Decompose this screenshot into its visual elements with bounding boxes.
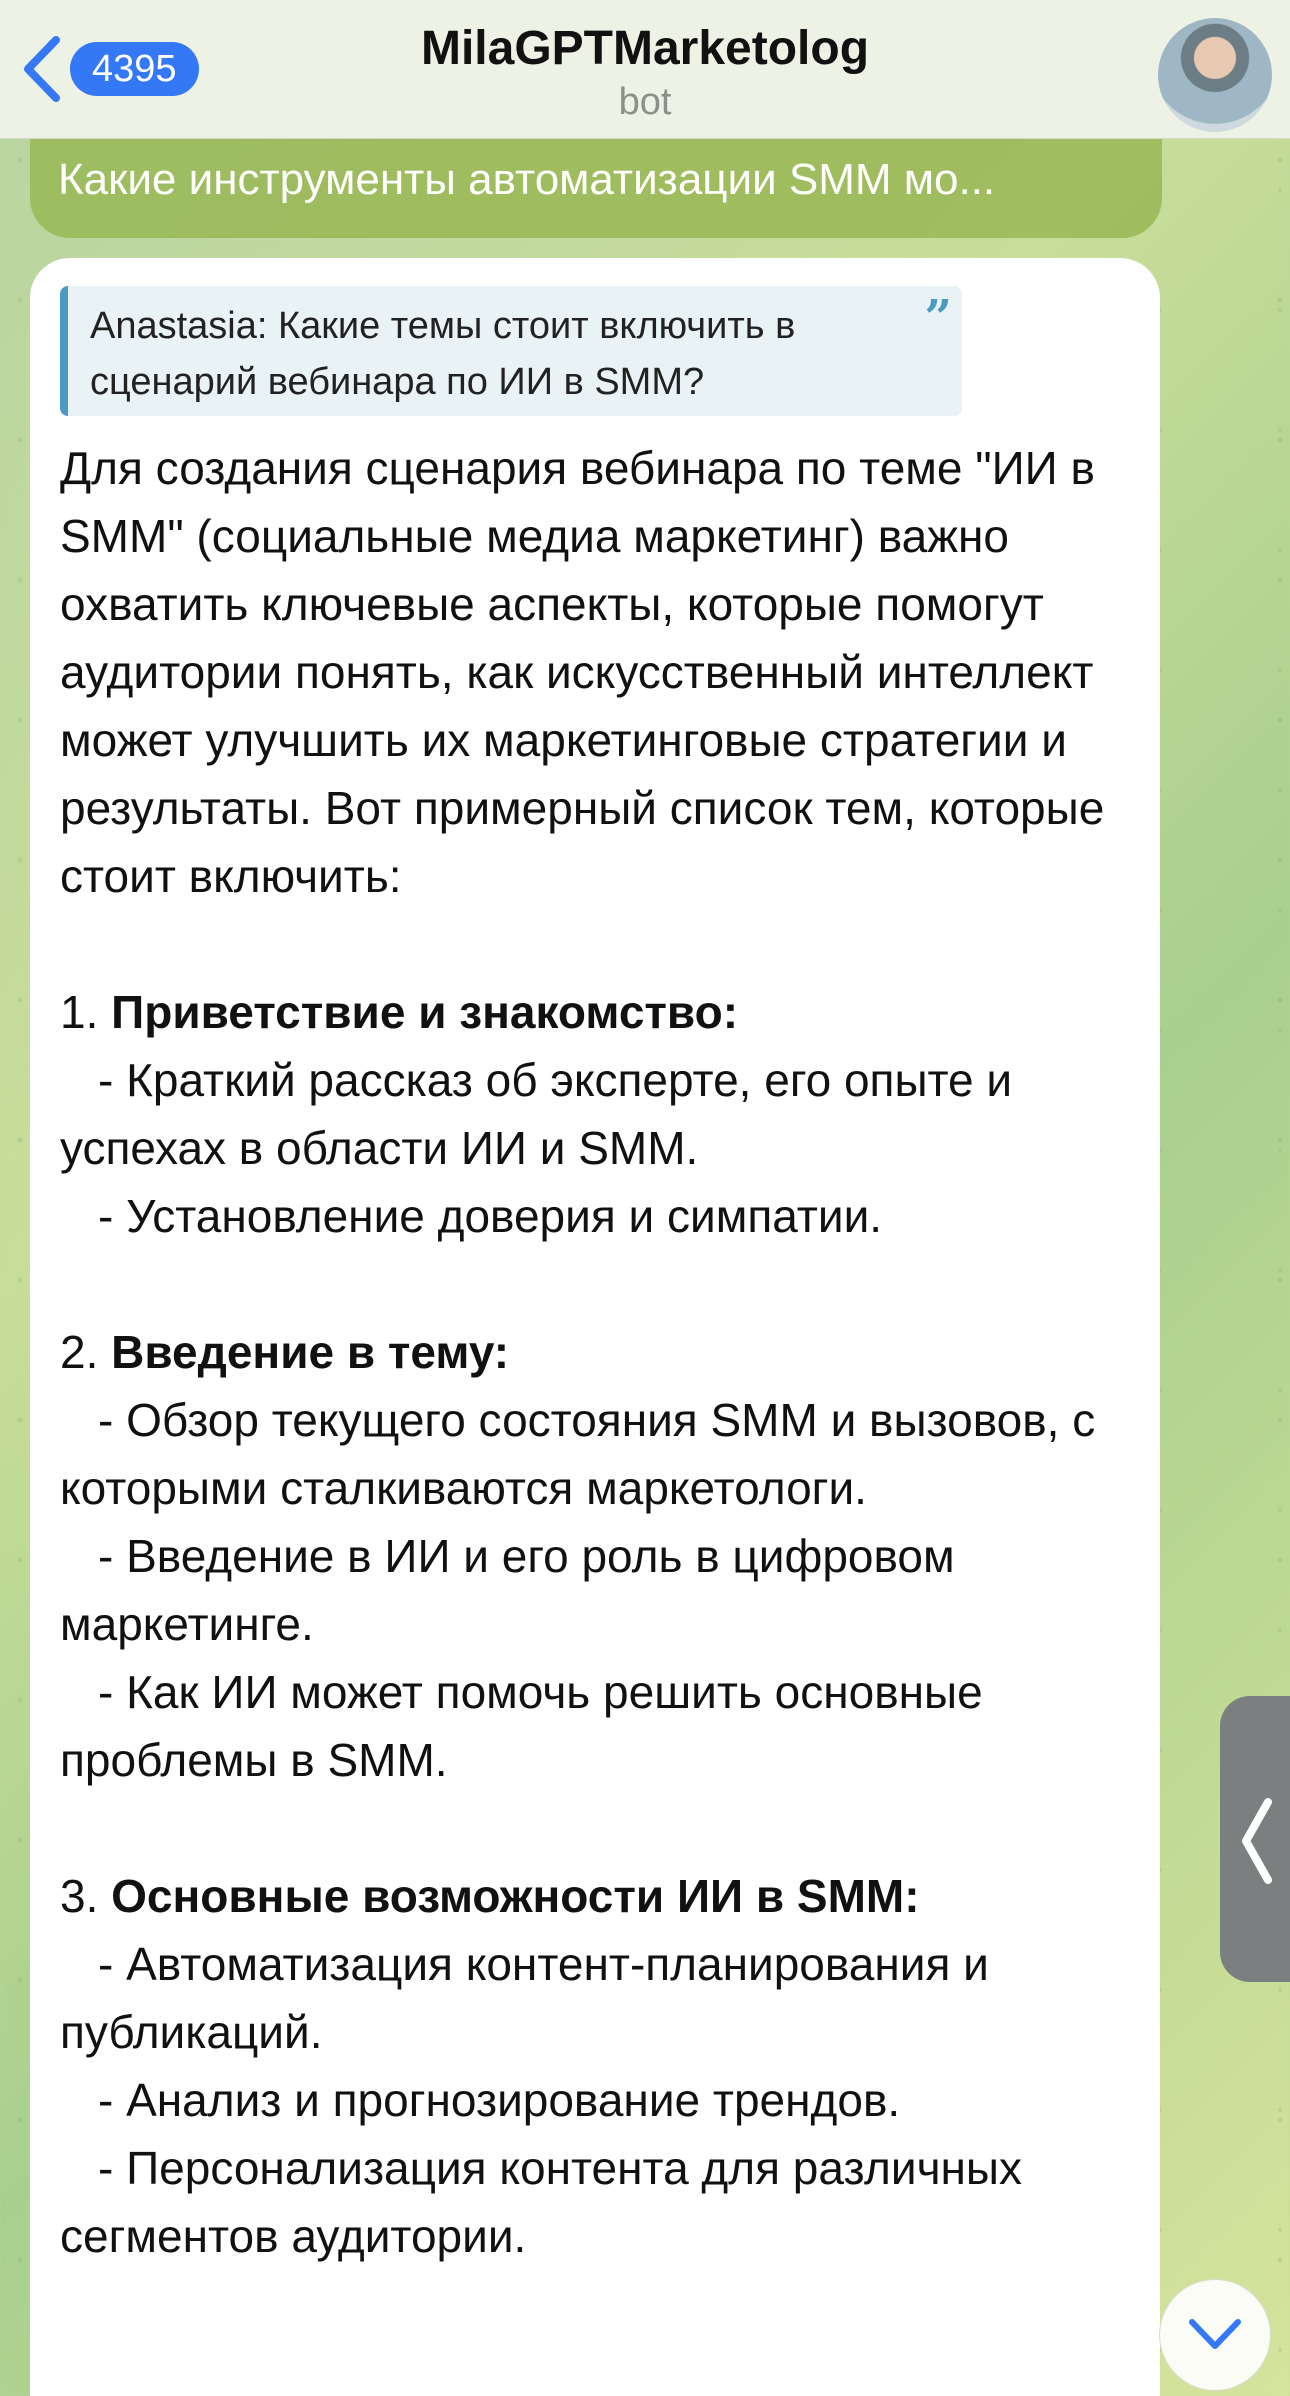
section-title: Основные возможности ИИ в SMM: — [111, 1870, 920, 1922]
list-item: - Краткий рассказ об эксперте, его опыте и успехах в области ИИ и SMM. — [60, 1054, 1013, 1174]
section-number: 2. — [60, 1326, 99, 1378]
chat-title: MilaGPTMarketolog — [420, 22, 870, 75]
chat-title-area[interactable] — [0, 18, 1290, 124]
message-text — [60, 434, 1150, 2270]
chevron-left-icon — [1236, 1796, 1276, 1886]
message-intro: Для создания сценария вебинара по теме "ИИ в SMM" (социальные медиа маркетинг) важно охватить ключевые аспекты, которые помогут аудитории понять, как искусственный интеллект может улучшить их маркетинговые стратегии и результаты. Вот примерный список тем, которые стоит включить: — [60, 442, 1105, 902]
chat-header — [0, 0, 1290, 139]
section-title: Введение в тему: — [111, 1326, 510, 1378]
message-bubble — [30, 258, 1160, 2396]
pinned-message-text: Какие инструменты автоматизации SMM мо... — [58, 155, 996, 204]
section-number: 1. — [60, 986, 99, 1038]
list-item: - Автоматизация контент-планирования и публикаций. — [60, 1938, 989, 2058]
reply-quote[interactable] — [60, 286, 962, 416]
pinned-message[interactable] — [30, 130, 1162, 238]
list-item: - Персонализация контента для различных сегментов аудитории. — [60, 2142, 1022, 2262]
section-1-heading — [60, 978, 1150, 1046]
side-panel-tab[interactable] — [1220, 1696, 1290, 1982]
section-2-heading — [60, 1318, 1150, 1386]
quote-icon: ” — [924, 290, 952, 346]
bot-avatar[interactable] — [1158, 18, 1272, 132]
chat-subtitle: bot — [618, 81, 672, 123]
list-item: - Введение в ИИ и его роль в цифровом маркетинге. — [60, 1530, 955, 1650]
list-item: - Установление доверия и симпатии. — [98, 1190, 883, 1242]
list-item: - Анализ и прогнозирование трендов. — [98, 2074, 901, 2126]
chevron-down-icon — [1186, 2314, 1244, 2354]
section-title: Приветствие и знакомство: — [111, 986, 739, 1038]
list-item: - Как ИИ может помочь решить основные проблемы в SMM. — [60, 1666, 983, 1786]
scroll-down-button[interactable] — [1160, 2280, 1270, 2390]
reply-quote-text: Anastasia: Какие темы стоит включить в сценарий вебинара по ИИ в SMM? — [90, 305, 796, 403]
list-item: - Обзор текущего состояния SMM и вызовов, с которыми сталкиваются маркетологи. — [60, 1394, 1096, 1514]
section-3-heading — [60, 1862, 1150, 1930]
unread-count-badge: 4395 — [70, 42, 199, 96]
section-number: 3. — [60, 1870, 99, 1922]
